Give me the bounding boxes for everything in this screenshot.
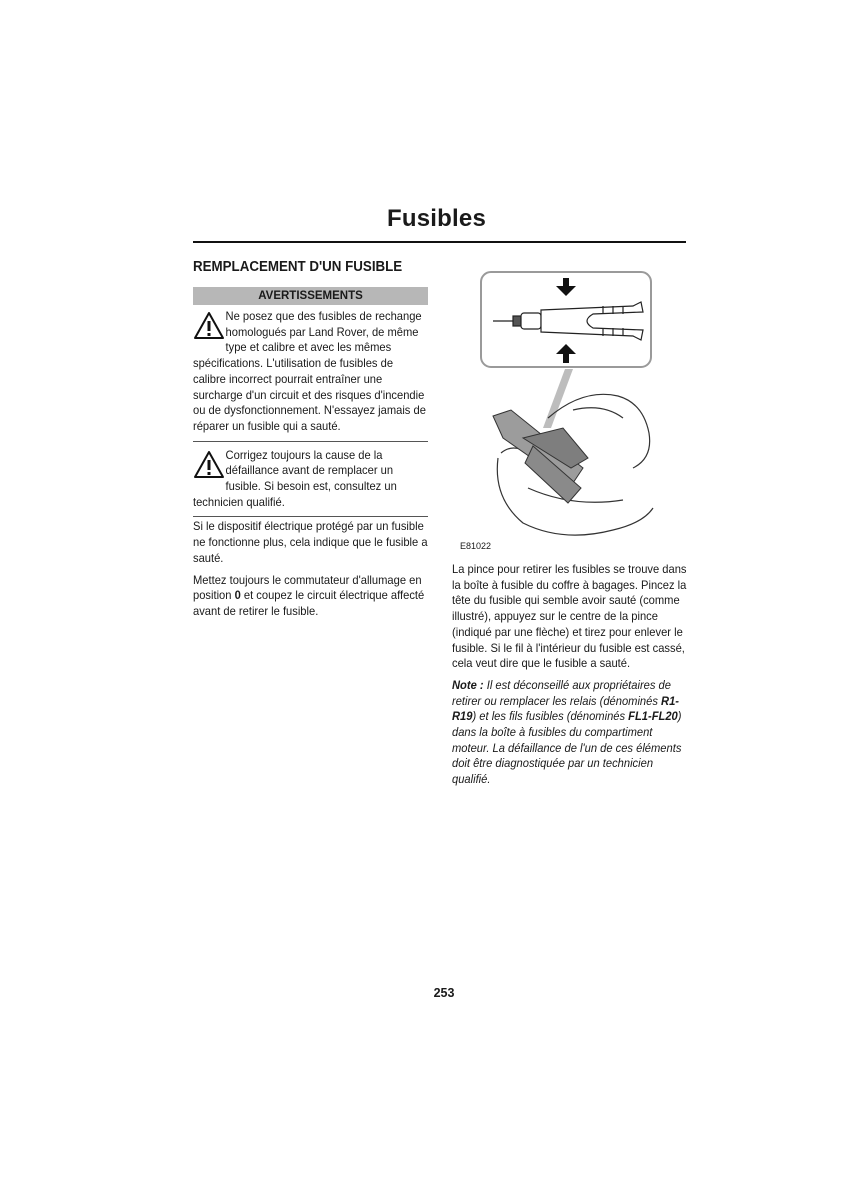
note-text-b: ) et les fils fusibles (dénominés — [472, 709, 629, 724]
paragraph-fuse-puller: La pince pour retirer les fusibles se trouve dans la boîte à fusible du coffre à bagages. Pincez la tête du fusible qui semble avoir sauté (comme illustré), appuyez sur le centre de la pince (indiqué par une flèche) et tirez pour enlever le fusible. Si le fil à l'intérieur du fusible est cassé, cela veut dire que le fusible a sauté. — [452, 562, 687, 671]
warning-divider — [193, 516, 428, 517]
paragraph-ignition-text-b: et coupez le circuit électrique affecté avant de retirer le fusible. — [193, 588, 425, 618]
note-paragraph — [452, 678, 687, 788]
warning-divider — [193, 441, 428, 442]
fuse-puller-illustration — [453, 268, 688, 558]
left-column — [193, 287, 428, 626]
paragraph-fuse-blown: Si le dispositif électrique protégé par un fusible ne fonctionne plus, cela indique que le fusible a sauté. — [193, 519, 428, 565]
figure-label: E81022 — [460, 541, 492, 551]
warning-item-1 — [193, 305, 428, 441]
paragraph-ignition-text-a: Mettez toujours le commutateur d'allumage en position — [193, 572, 422, 603]
page-number: 253 — [433, 986, 455, 1000]
warning-text-2: Corrigez toujours la cause de la défaillance avant de remplacer un fusible. Si besoin est, consultez un technicien qualifié. — [193, 447, 397, 509]
paragraph-ignition — [193, 573, 428, 620]
section-heading: REMPLACEMENT D'UN FUSIBLE — [193, 259, 403, 275]
note-text-a: Il est déconseillé aux propriétaires de retirer ou remplacer les relais (dénominés — [452, 677, 671, 708]
note-label: Note : — [452, 677, 484, 692]
right-column — [452, 562, 688, 794]
ignition-position-value: 0 — [234, 588, 241, 603]
warning-item-2 — [193, 444, 428, 517]
title-rule — [193, 241, 686, 243]
warnings-header: AVERTISSEMENTS — [193, 287, 428, 305]
relay-code: R1-R19 — [452, 693, 680, 724]
fusible-link-code: FL1-FL20 — [628, 709, 678, 724]
page-title: Fusibles — [387, 205, 486, 232]
warning-text-1: Ne posez que des fusibles de rechange homologués par Land Rover, de même type et calibre et avec les mêmes spécifications. L'utilisation de fusibles de calibre incorrect pourrait entraîner une surcharge d'un circuit et des risques d'incendie ou de dysfonctionnement. N'essayez jamais de réparer un fusible qui a sauté. — [193, 309, 426, 433]
fuse-puller-in-hand — [493, 410, 588, 503]
note-text-c: ) dans la boîte à fusibles du compartiment moteur. La défaillance de l'un de ces éléments doit être diagnostiquée par un technicien qualifié. — [452, 709, 682, 787]
